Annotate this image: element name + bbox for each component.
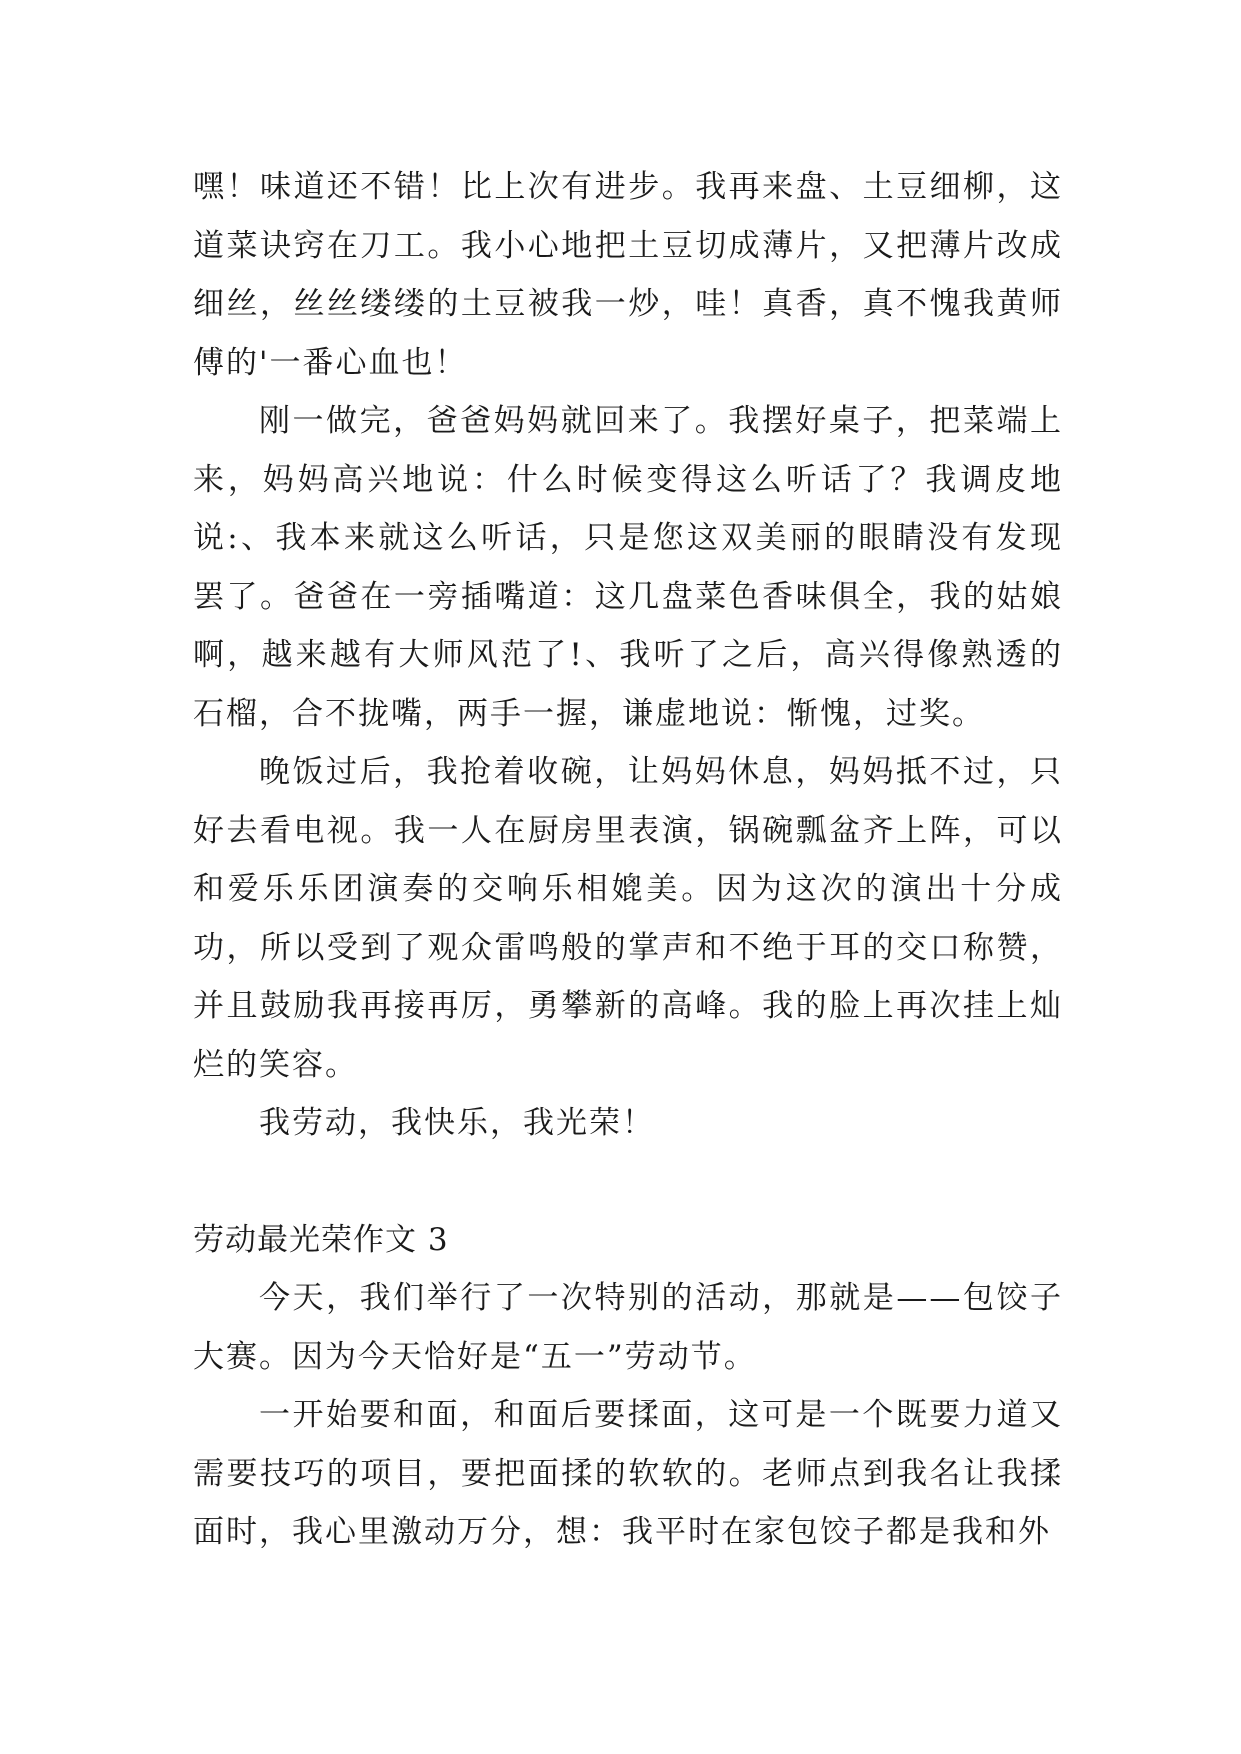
section-title: 劳动最光荣作文 3	[193, 1221, 449, 1258]
paragraph: 今天，我们举行了一次特别的活动，那就是——包饺子大赛。因为今天恰好是“五一”劳动节。	[193, 1280, 1063, 1375]
document-body	[193, 158, 1063, 1562]
paragraph: 一开始要和面，和面后要揉面，这可是一个既要力道又需要技巧的项目，要把面揉的软软的。老师点到我名让我揉面时，我心里激动万分，想：我平时在家包饺子都是我和外	[193, 1397, 1063, 1550]
paragraph: 嘿！味道还不错！比上次有进步。我再来盘、土豆细柳，这道菜诀窍在刀工。我小心地把土豆切成薄片，又把薄片改成细丝，丝丝缕缕的土豆被我一炒，哇！真香，真不愧我黄师傅的'一番心血也！	[193, 169, 1063, 381]
paragraph: 刚一做完，爸爸妈妈就回来了。我摆好桌子，把菜端上来，妈妈高兴地说：什么时候变得这么听话了？我调皮地说:、我本来就这么听话，只是您这双美丽的眼睛没有发现罢了。爸爸在一旁插嘴道：这几盘菜色香味俱全，我的姑娘啊，越来越有大师风范了!、我听了之后，高兴得像熟透的石榴，合不拢嘴，两手一握，谦虚地说：惭愧，过奖。	[193, 403, 1063, 732]
paragraph: 我劳动，我快乐，我光荣！	[259, 1105, 655, 1141]
paragraph: 晚饭过后，我抢着收碗，让妈妈休息，妈妈抵不过，只好去看电视。我一人在厨房里表演，锅碗瓢盆齐上阵，可以和爱乐乐团演奏的交响乐相媲美。因为这次的演出十分成功，所以受到了观众雷鸣般的掌声和不绝于耳的交口称赞，并且鼓励我再接再厉，勇攀新的高峰。我的脸上再次挂上灿烂的笑容。	[193, 754, 1063, 1083]
